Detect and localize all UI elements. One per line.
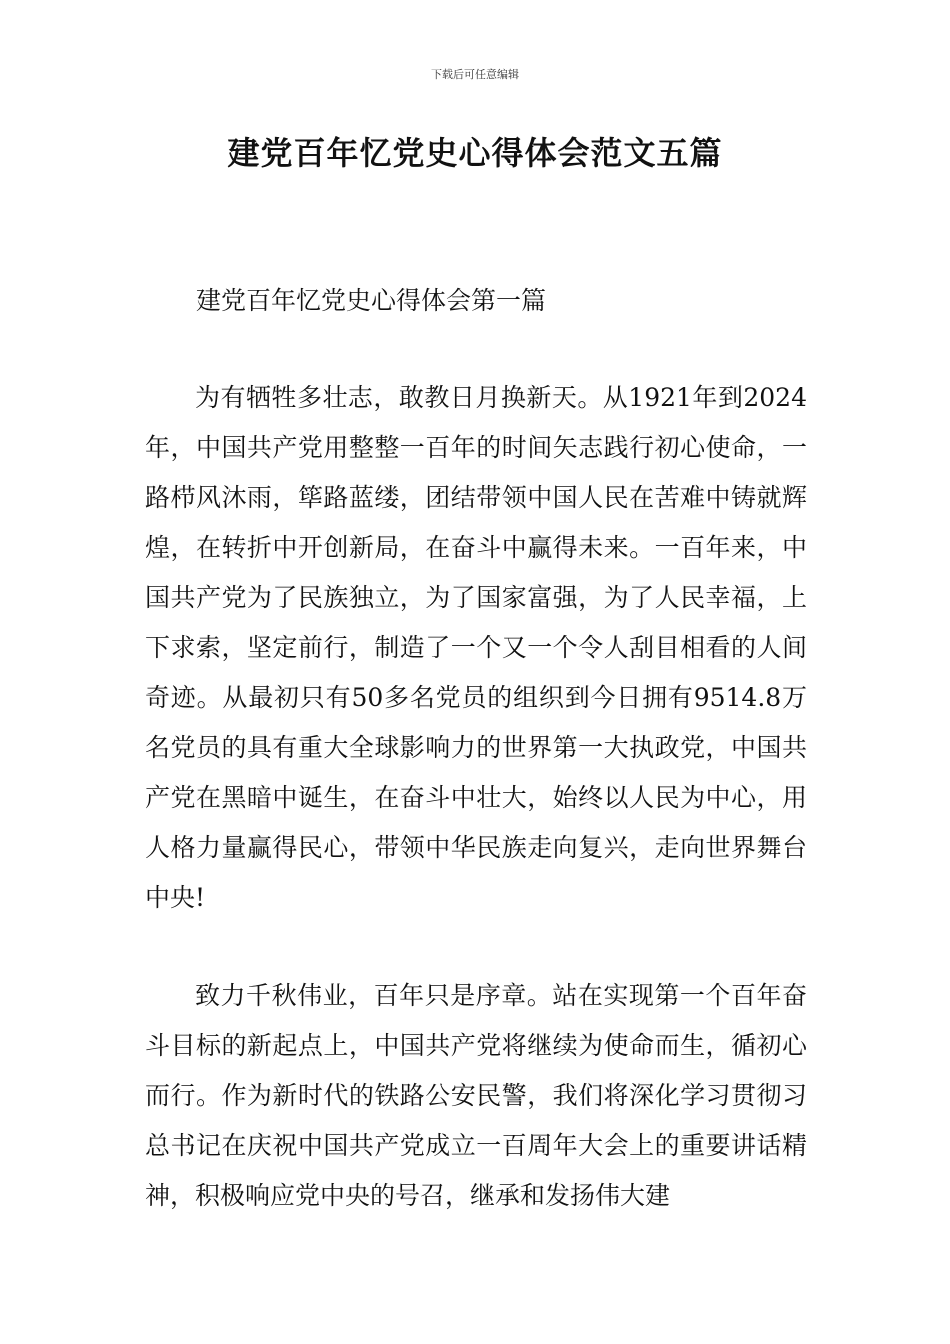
document-title: 建党百年忆党史心得体会范文五篇 [227, 134, 723, 172]
download-note: 下载后可任意编辑 [431, 68, 519, 81]
body-paragraph: 致力千秋伟业，百年只是序章。站在实现第一个百年奋斗目标的新起点上，中国共产党将继续为使命而生，循初心而行。作为新时代的铁路公安民警，我们将深化学习贯彻习总书记在庆祝中国共产党成立一百周年大会上的重要讲话精神，积极响应党中央的号召，继承和发扬伟大建 [145, 981, 807, 1210]
section-heading: 建党百年忆党史心得体会第一篇 [196, 286, 547, 315]
body-paragraph: 为有牺牲多壮志，敢教日月换新天。从1921年到2024年，中国共产党用整整一百年的时间矢志践行初心使命，一路栉风沐雨，筚路蓝缕，团结带领中国人民在苦难中铸就辉煌，在转折中开创新局，在奋斗中赢得未来。一百年来，中国共产党为了民族独立，为了国家富强，为了人民幸福，上下求索，坚定前行，制造了一个又一个令人刮目相看的人间奇迹。从最初只有50多名党员的组织到今日拥有9514.8万名党员的具有重大全球影响力的世界第一大执政党，中国共产党在黑暗中诞生，在奋斗中壮大，始终以人民为中心，用人格力量赢得民心，带领中华民族走向复兴，走向世界舞台中央! [145, 383, 807, 912]
